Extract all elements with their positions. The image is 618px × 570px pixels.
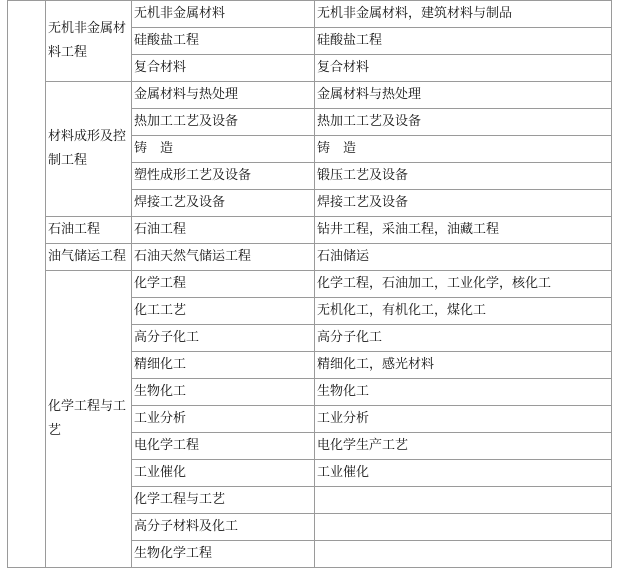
new-major-cell: 化工工艺 — [132, 298, 315, 325]
major-mapping-table — [7, 0, 612, 568]
new-major-cell: 高分子材料及化工 — [132, 514, 315, 541]
new-major-cell: 化学工程 — [132, 271, 315, 298]
new-major-cell: 无机非金属材料 — [132, 1, 315, 28]
old-major-cell: 高分子化工 — [315, 325, 612, 352]
old-major-cell: 锻压工艺及设备 — [315, 163, 612, 190]
new-major-cell: 塑性成形工艺及设备 — [132, 163, 315, 190]
new-major-cell: 石油工程 — [132, 217, 315, 244]
new-major-cell: 精细化工 — [132, 352, 315, 379]
major-group-name: 化学工程与工艺 — [46, 271, 132, 568]
new-major-cell: 热加工工艺及设备 — [132, 109, 315, 136]
old-major-cell: 硅酸盐工程 — [315, 28, 612, 55]
old-major-cell: 生物化工 — [315, 379, 612, 406]
old-major-cell: 石油储运 — [315, 244, 612, 271]
new-major-cell: 铸 造 — [132, 136, 315, 163]
new-major-cell: 硅酸盐工程 — [132, 28, 315, 55]
new-major-cell: 工业催化 — [132, 460, 315, 487]
table-row — [8, 217, 612, 244]
old-major-cell: 金属材料与热处理 — [315, 82, 612, 109]
old-major-cell: 钻井工程，采油工程，油藏工程 — [315, 217, 612, 244]
old-major-cell: 热加工工艺及设备 — [315, 109, 612, 136]
old-major-cell: 无机化工，有机化工，煤化工 — [315, 298, 612, 325]
old-major-cell: 工业催化 — [315, 460, 612, 487]
new-major-cell: 高分子化工 — [132, 325, 315, 352]
new-major-cell: 生物化学工程 — [132, 541, 315, 568]
table-row — [8, 1, 612, 28]
old-major-cell — [315, 487, 612, 514]
old-major-cell: 无机非金属材料，建筑材料与制品 — [315, 1, 612, 28]
old-major-cell: 铸 造 — [315, 136, 612, 163]
table-row — [8, 244, 612, 271]
old-major-cell: 精细化工，感光材料 — [315, 352, 612, 379]
new-major-cell: 电化学工程 — [132, 433, 315, 460]
leading-blank-cell — [8, 1, 46, 568]
old-major-cell: 复合材料 — [315, 55, 612, 82]
table-row — [8, 82, 612, 109]
new-major-cell: 生物化工 — [132, 379, 315, 406]
major-group-name: 无机非金属材料工程 — [46, 1, 132, 82]
table-row — [8, 271, 612, 298]
major-group-name: 油气储运工程 — [46, 244, 132, 271]
new-major-cell: 焊接工艺及设备 — [132, 190, 315, 217]
old-major-cell: 化学工程，石油加工，工业化学，核化工 — [315, 271, 612, 298]
new-major-cell: 化学工程与工艺 — [132, 487, 315, 514]
new-major-cell: 复合材料 — [132, 55, 315, 82]
table-body — [8, 1, 612, 568]
old-major-cell: 电化学生产工艺 — [315, 433, 612, 460]
old-major-cell: 工业分析 — [315, 406, 612, 433]
major-group-name: 石油工程 — [46, 217, 132, 244]
major-group-name: 材料成形及控制工程 — [46, 82, 132, 217]
old-major-cell: 焊接工艺及设备 — [315, 190, 612, 217]
new-major-cell: 石油天然气储运工程 — [132, 244, 315, 271]
new-major-cell: 金属材料与热处理 — [132, 82, 315, 109]
old-major-cell — [315, 514, 612, 541]
new-major-cell: 工业分析 — [132, 406, 315, 433]
old-major-cell — [315, 541, 612, 568]
